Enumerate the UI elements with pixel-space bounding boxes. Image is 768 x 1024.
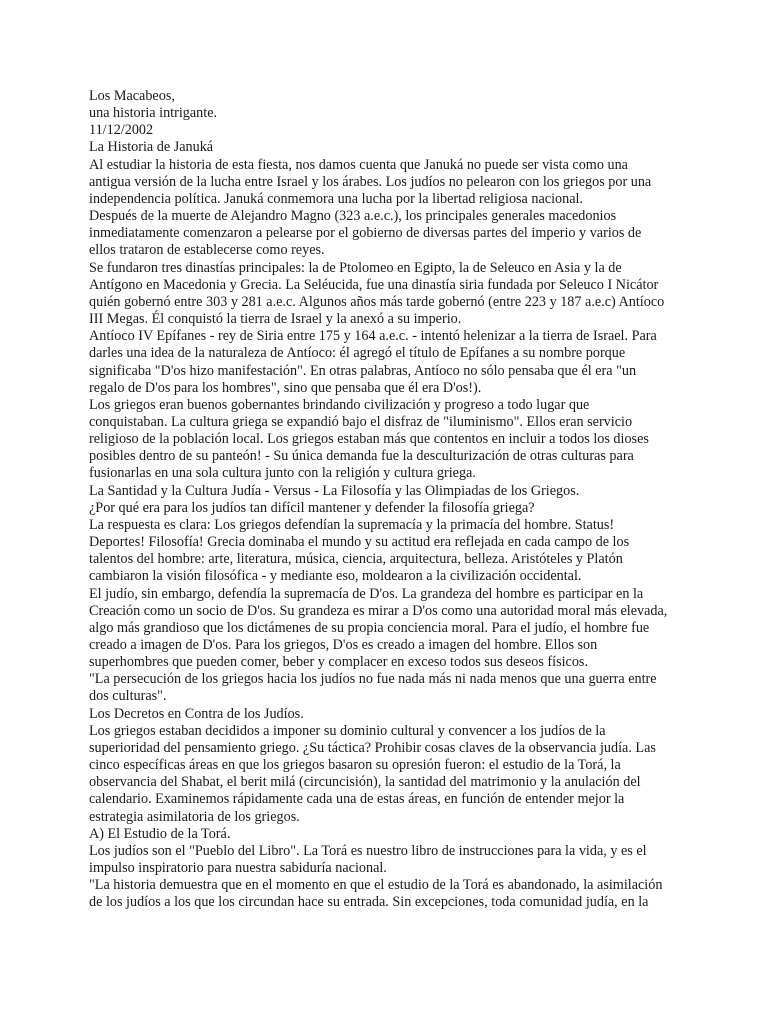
text-line: El judío, sin embargo, defendía la supremacía de D'os. La grandeza del hombre es participar en la — [89, 585, 644, 602]
text-line: Antígono en Macedonia y Grecia. La Seléucida, fue una dinastía siria fundada por Seleuco I Nicátor — [89, 276, 659, 293]
text-line: creado a imagen de D'os. Para los griegos, D'os es creado a imagen del hombre. Ellos son — [89, 637, 598, 653]
text-line: III Megas. Él conquistó la tierra de Israel y la anexó a su imperio. — [89, 311, 462, 328]
text-line: religioso de la población local. Los griegos estaban más que contentos en incluir a todos los dioses — [89, 431, 649, 448]
text-line: estrategia asimilatoria de los griegos. — [89, 808, 300, 825]
text-line: dos culturas". — [89, 688, 167, 705]
text-line: Los judíos son el "Pueblo del Libro". La Torá es nuestro libro de instrucciones para la vida, y es el — [89, 842, 647, 859]
text-line: ellos trataron de establecerse como reyes. — [89, 242, 325, 259]
text-line: posibles dentro de su panteón! - Su única demanda fue la desculturización de otras culturas para — [89, 448, 634, 465]
text-line: Al estudiar la historia de esta fiesta, nos damos cuenta que Januká no puede ser vista como una — [89, 156, 628, 173]
text-line: fusionarlas en una sola cultura junto con la religión y cultura griega. — [89, 465, 476, 482]
text-line: Los Macabeos, — [89, 88, 175, 104]
text-line: "La persecución de los griegos hacia los judíos no fue nada más ni nada menos que una guerra entre — [89, 671, 657, 688]
text-line: 11/12/2002 — [89, 122, 154, 139]
text-line: cinco específicas áreas en que los griegos basaron su opresión fueron: el estudio de la Torá, la — [89, 757, 621, 774]
text-line: La Santidad y la Cultura Judía - Versus - La Filosofía y las Olimpiadas de los Griegos. — [89, 482, 580, 499]
text-line: talentos del hombre: arte, literatura, música, ciencia, arquitectura, belleza. Aristóteles y Platón — [89, 551, 623, 568]
text-line: quién gobernó entre 303 y 281 a.e.c. Algunos años más tarde gobernó (entre 223 y 187 a.e.c) Antíoco — [89, 293, 665, 310]
text-line: regalo de D'os para los hombres", sino que pensaba que él era D'os!). — [89, 379, 482, 396]
text-line: La respuesta es clara: Los griegos defendían la supremacía y la primacía del hombre. Status! — [89, 516, 615, 533]
text-line: inmediatamente comenzaron a pelearse por el gobierno de diversas partes del imperio y varios de — [89, 225, 642, 242]
text-line: A) El Estudio de la Torá. — [89, 825, 231, 842]
text-line: Se fundaron tres dinastías principales: la de Ptolomeo en Egipto, la de Seleuco en Asia y la de — [89, 259, 622, 276]
text-line: Los Decretos en Contra de los Judíos. — [89, 705, 304, 722]
text-line: antigua versión de la lucha entre Israel y los árabes. Los judíos no pelearon con los griegos por una — [89, 173, 652, 190]
text-line: superhombres que pueden comer, beber y complacer en exceso todos sus deseos físicos. — [89, 654, 588, 671]
text-line: significaba "D'os hizo manifestación". En otras palabras, Antíoco no sólo pensaba que él era "un — [89, 362, 637, 379]
text-line: algo más grandioso que los dictámenes de su propia conciencia moral. Para el judío, el hombre fue — [89, 619, 650, 636]
text-line: observancia del Shabat, el berit milá (circuncisión), la santidad del matrimonio y la anulación del — [89, 774, 641, 791]
text-line: independencia política. Januká conmemora una lucha por la libertad religiosa nacional. — [89, 190, 584, 207]
text-line: Antíoco IV Epífanes - rey de Siria entre 175 y 164 a.e.c. - intentó helenizar a la tierra de Israel. Para — [89, 328, 657, 345]
text-line: una historia intrigante. — [89, 105, 218, 122]
text-line: superioridad del pensamiento griego. ¿Su táctica? Prohibir cosas claves de la observancia judía. Las — [89, 739, 656, 756]
text-line: impulso inspiratorio para nuestra sabiduría nacional. — [89, 860, 387, 877]
text-line: Creación como un socio de D'os. Su grandeza es mirar a D'os como una autoridad moral más elevada, — [89, 602, 668, 619]
text-line: Los griegos estaban decididos a imponer su dominio cultural y convencer a los judíos de la — [89, 722, 606, 739]
text-line: "La historia demuestra que en el momento en que el estudio de la Torá es abandonado, la asimilación — [89, 877, 663, 894]
text-line: darles una idea de la naturaleza de Antíoco: él agregó el título de Epífanes a su nombre porque — [89, 345, 626, 362]
text-line: calendario. Examinemos rápidamente cada una de estas áreas, en función de entender mejor la — [89, 791, 625, 808]
text-line: conquistaban. La cultura griega se expandió bajo el disfraz de "iluminismo". Ellos eran servicio — [89, 413, 633, 430]
text-line: ¿Por qué era para los judíos tan difícil mantener y defender la filosofía griega? — [89, 499, 535, 516]
text-line: Deportes! Filosofía! Grecia dominaba el mundo y su actitud era reflejada en cada campo de los — [89, 534, 630, 551]
text-line: cambiaron la visión filosófica - y mediante eso, moldearon a la civilización occidental. — [89, 568, 582, 585]
text-line: Después de la muerte de Alejandro Magno (323 a.e.c.), los principales generales macedonios — [89, 208, 617, 225]
document-page — [89, 88, 709, 912]
text-line: La Historia de Januká — [89, 139, 214, 156]
text-line: de los judíos a los que los circundan hace su entrada. Sin excepciones, toda comunidad judía, en la — [89, 894, 649, 911]
text-line: Los griegos eran buenos gobernantes brindando civilización y progreso a todo lugar que — [89, 396, 590, 413]
